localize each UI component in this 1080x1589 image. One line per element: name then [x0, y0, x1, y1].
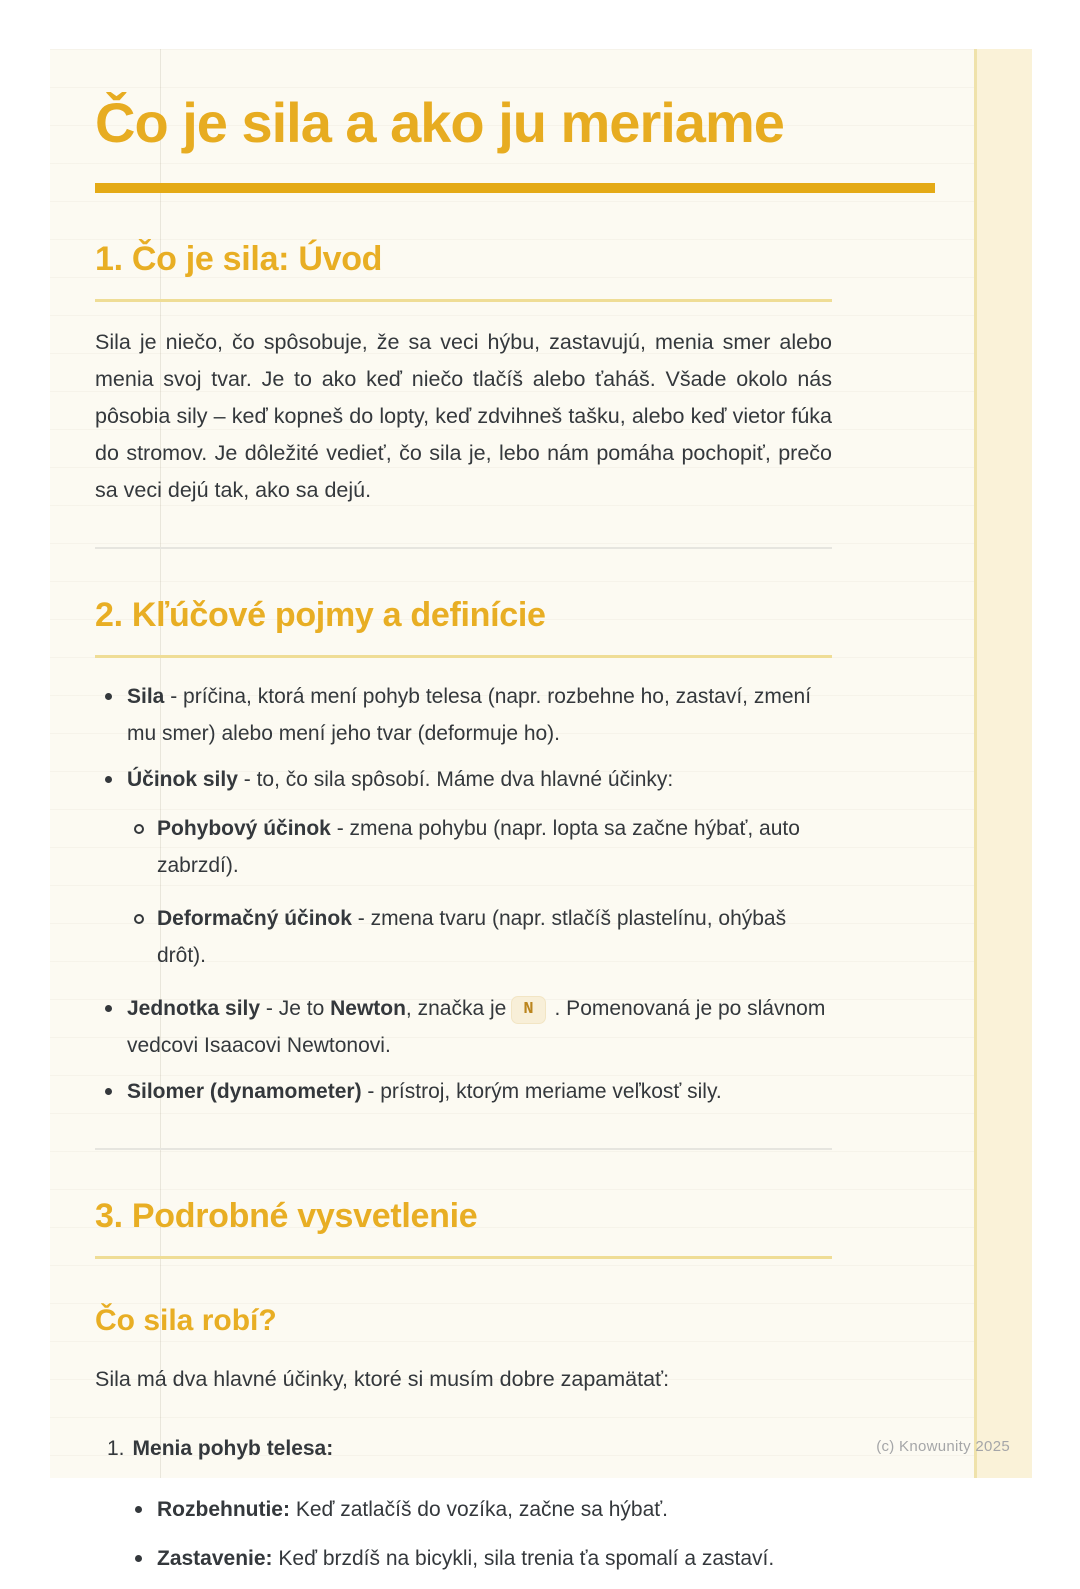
- section-divider-1: [95, 547, 832, 549]
- section-2-rule: [95, 655, 832, 658]
- document-content: [95, 49, 935, 1589]
- list-item-pohybovy: [127, 810, 832, 884]
- section-1-heading: 1. Čo je sila: Úvod: [95, 240, 383, 278]
- list-item-deformacny: [127, 900, 832, 974]
- list-item-sila: [95, 678, 832, 752]
- desc-sila: príčina, ktorá mení pohyb telesa (napr. rozbehne ho, zastaví, zmení mu smer) alebo mení jeho tvar (deformuje ho).: [127, 685, 812, 745]
- list-item-silomer: [95, 1073, 832, 1110]
- motion-effects-list: [127, 1491, 832, 1577]
- desc-deformacny: zmena tvaru (napr. stlačíš plastelínu, ohýbaš drôt).: [157, 907, 787, 967]
- separator: -: [361, 1080, 381, 1103]
- section-uvod: [95, 239, 935, 509]
- desc-ucinok: to, čo sila spôsobí. Máme dva hlavné účinky:: [256, 768, 674, 791]
- section-3-heading: 3. Podrobné vysvetlenie: [95, 1197, 478, 1235]
- notes-page: [50, 49, 1032, 1570]
- term-jednotka: Jednotka sily: [127, 997, 261, 1020]
- term-ucinok: Účinok sily: [127, 768, 238, 791]
- desc-zastavenie: Keď brzdíš na bicykli, sila trenia ťa spomalí a zastaví.: [272, 1547, 775, 1570]
- numbered-item-1: [95, 1430, 935, 1467]
- subheading-co-sila-robi: Čo sila robí?: [95, 1304, 277, 1337]
- term-sila: Sila: [127, 685, 165, 708]
- term-zastavenie: Zastavenie:: [157, 1547, 273, 1570]
- term-pohybovy: Pohybový účinok: [157, 817, 331, 840]
- term-silomer: Silomer (dynamometer): [127, 1080, 362, 1103]
- separator: -: [330, 817, 350, 840]
- section-1-rule: [95, 299, 832, 302]
- section-vysvetlenie: [95, 1196, 935, 1577]
- effects-sublist: [127, 810, 832, 974]
- separator: - Je to: [260, 997, 331, 1020]
- newton-word: Newton: [330, 997, 406, 1020]
- page-title: Čo je sila a ako ju meriame: [95, 91, 784, 154]
- term-rozbehnutie: Rozbehnutie:: [157, 1498, 290, 1521]
- notebook-right-stripe: [974, 49, 1032, 1478]
- definitions-list: [95, 678, 832, 1110]
- title-rule: [95, 183, 935, 193]
- desc-silomer: prístroj, ktorým meriame veľkosť sily.: [380, 1080, 722, 1103]
- section-divider-2: [95, 1148, 832, 1150]
- section-2-heading: 2. Kľúčové pojmy a definície: [95, 596, 546, 634]
- separator: -: [351, 907, 371, 930]
- list-item-ucinok: [95, 761, 832, 974]
- desc-rozbehnutie: Keď zatlačíš do vozíka, začne sa hýbať.: [289, 1498, 668, 1521]
- intro-paragraph: Sila je niečo, čo spôsobuje, že sa veci hýbu, zastavujú, menia smer alebo menia svoj tvar. Je to ako keď niečo tlačíš alebo ťaháš. Všade okolo nás pôsobia sily – keď kopneš do lopty, keď zdvihneš tašku, alebo keď vietor fúka do stromov. Je dôležité vedieť, čo sila je, lebo nám pomáha pochopiť, prečo sa veci dejú tak, ako sa dejú.: [95, 330, 832, 502]
- section-pojmy: [95, 595, 935, 1110]
- jednotka-mid: , značka je: [405, 997, 507, 1020]
- jednotka-post: . Pomenovaná je po slávnom vedcovi Isaacovi Newtonovi.: [127, 997, 826, 1057]
- desc-pohybovy: zmena pohybu (napr. lopta sa začne hýbať, auto zabrzdí).: [157, 817, 800, 877]
- list-item-rozbehnutie: [127, 1491, 832, 1528]
- separator: -: [237, 768, 257, 791]
- list-item-jednotka: [95, 990, 832, 1064]
- term-deformacny: Deformačný účinok: [157, 907, 352, 930]
- section-3-rule: [95, 1256, 832, 1259]
- list-item-zastavenie: [127, 1540, 832, 1577]
- numbered-label: Menia pohyb telesa:: [132, 1437, 334, 1460]
- effects-intro: Sila má dva hlavné účinky, ktoré si musím dobre zapamätať:: [95, 1367, 670, 1391]
- newton-unit-chip: N: [511, 996, 545, 1024]
- separator: -: [164, 685, 184, 708]
- copyright-footer: (c) Knowunity 2025: [876, 1438, 1010, 1455]
- item-number: 1.: [107, 1437, 125, 1460]
